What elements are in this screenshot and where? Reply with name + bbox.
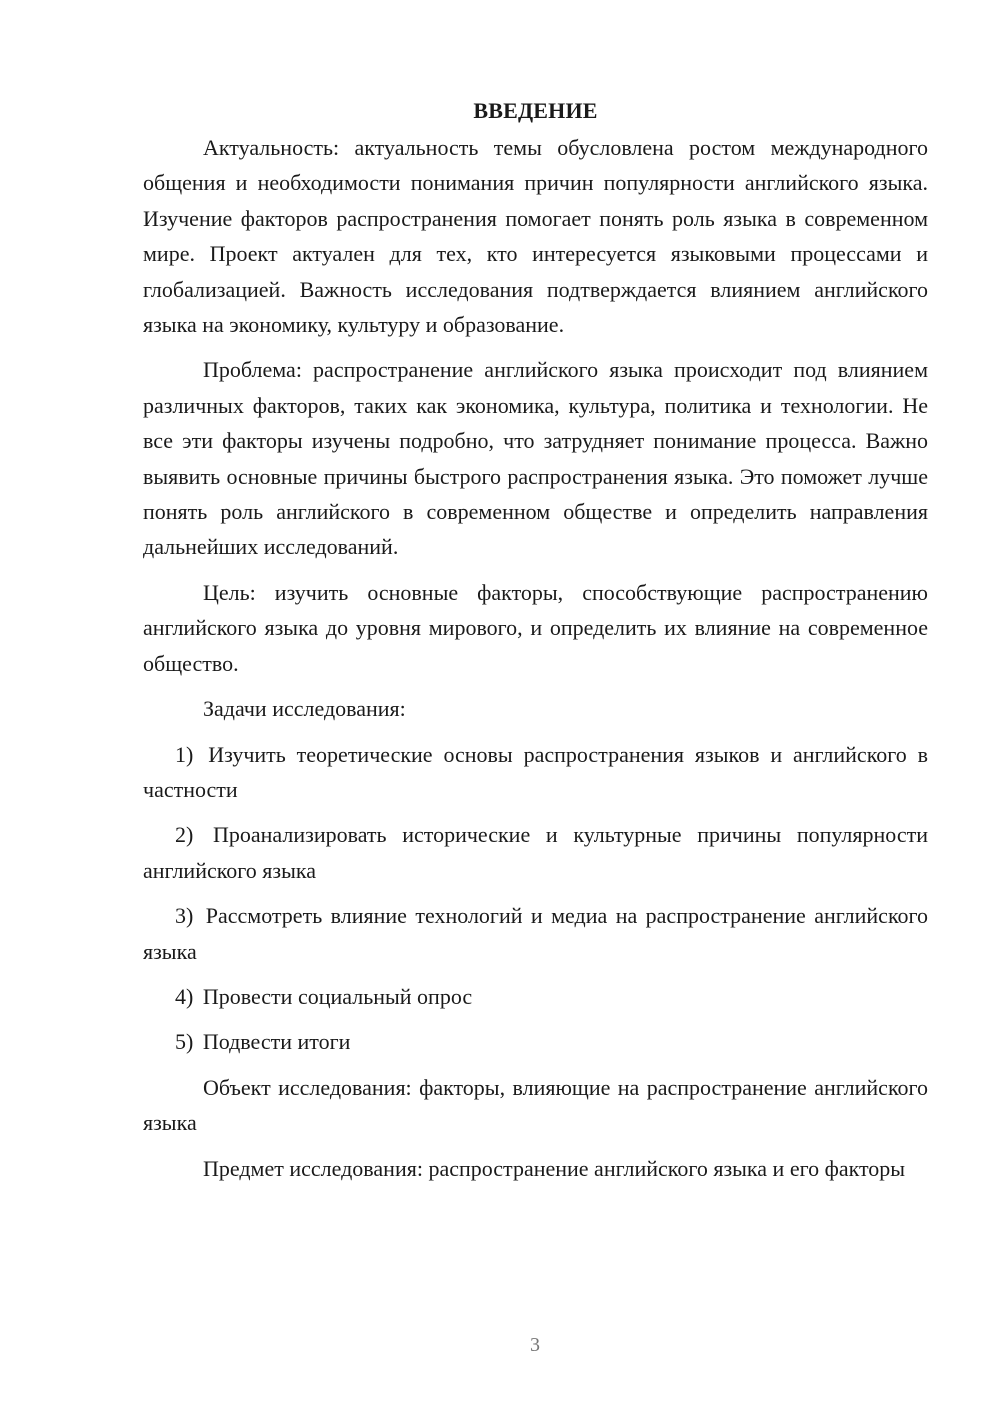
- task-item: [143, 817, 928, 888]
- task-text: Рассмотреть влияние технологий и медиа на распространение английского языка: [143, 903, 928, 964]
- page-number: 3: [530, 1334, 540, 1356]
- task-number: 2): [175, 822, 194, 848]
- task-item: [143, 1024, 928, 1059]
- task-number: 1): [175, 741, 194, 767]
- relevance-paragraph: Актуальность: актуальность темы обусловлена ростом международного общения и необходимости понимания причин популярности английского языка. Изучение факторов распространения помогает понять роль языка в современном мире. Проект актуален для тех, кто интересуется языковыми процессами и глобализацией. Важность исследования подтверждается влиянием английского языка на экономику, культуру и образование.: [143, 135, 928, 338]
- problem-paragraph: Проблема: распространение английского языка происходит под влиянием различных факторов, таких как экономика, культура, политика и технологии. Не все эти факторы изучены подробно, что затрудняет понимание процесса. Важно выявить основные причины быстрого распространения языка. Это поможет лучше понять роль английского в современном обществе и определить направления дальнейших исследований.: [143, 357, 928, 560]
- goal-paragraph: Цель: изучить основные факторы, способствующие распространению английского языка до уровня мирового, и определить их влияние на современное общество.: [143, 579, 928, 676]
- task-text: Подвести итоги: [202, 1029, 351, 1055]
- task-text: Изучить теоретические основы распространения языков и английского в частности: [143, 741, 929, 802]
- task-item: [143, 979, 928, 1014]
- research-subject-paragraph: Предмет исследования: распространение английского языка и его факторы: [203, 1155, 906, 1181]
- task-number: 3): [175, 903, 194, 929]
- task-number: 5): [175, 1029, 194, 1055]
- section-title: ВВЕДЕНИЕ: [473, 98, 598, 123]
- research-object-paragraph: Объект исследования: факторы, влияющие на распространение английского языка: [143, 1074, 928, 1136]
- tasks-heading: Задачи исследования:: [203, 696, 406, 722]
- task-item: [143, 898, 928, 969]
- task-text: Проанализировать исторические и культурные причины популярности английского языка: [143, 822, 928, 883]
- task-number: 4): [175, 983, 194, 1009]
- task-text: Провести социальный опрос: [202, 983, 473, 1009]
- task-item: [143, 737, 928, 808]
- document-body: [143, 93, 928, 1196]
